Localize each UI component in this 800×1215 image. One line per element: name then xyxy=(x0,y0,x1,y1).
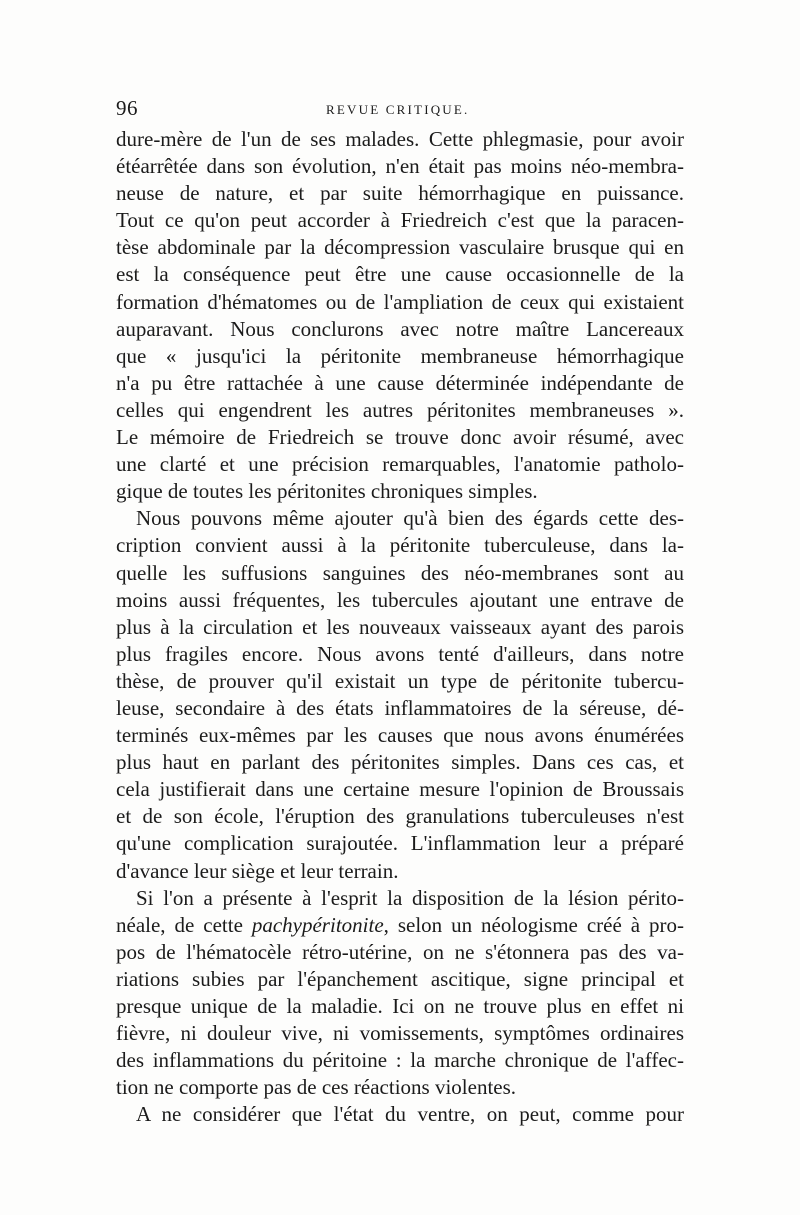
text-line: que « jusqu'ici la péritonite membraneuse hémorrhagique xyxy=(116,343,684,368)
text-line: d'avance leur siège et leur terrain. xyxy=(116,858,399,883)
text-line: auparavant. Nous conclurons avec notre maître Lancereaux xyxy=(116,316,684,341)
text-line: fièvre, ni douleur vive, ni vomissements, symptômes ordinaires xyxy=(116,1021,684,1046)
paragraph-2 xyxy=(116,505,684,884)
page-number: 96 xyxy=(116,96,138,120)
text-line: riations subies par l'épanchement ascitique, signe principal et xyxy=(116,966,684,991)
text-line: tion ne comporte pas de ces réactions violentes. xyxy=(116,1075,517,1100)
text-line: formation d'hématomes ou de l'ampliation de ceux qui existaient xyxy=(116,289,684,314)
text-line: cela justifierait dans une certaine mesure l'opinion de Broussais xyxy=(116,777,684,802)
text-line: gique de toutes les péritonites chroniques simples. xyxy=(116,479,538,504)
text-line-with-italic xyxy=(116,912,684,939)
text-line: plus à la circulation et les nouveaux vaisseaux ayant des parois xyxy=(116,614,684,639)
text-segment: , selon un néologisme créé à pro- xyxy=(383,912,684,937)
text-line: A ne considérer que l'état du ventre, on peut, comme pour xyxy=(136,1102,684,1127)
paragraph-4 xyxy=(116,1101,684,1128)
page-body xyxy=(116,126,684,1128)
text-line: plus fragiles encore. Nous avons tenté d'ailleurs, dans notre xyxy=(116,641,684,666)
text-line: dure-mère de l'un de ses malades. Cette phlegmasie, pour avoir xyxy=(116,127,684,151)
paragraph-3 xyxy=(116,885,684,1102)
text-line: Nous pouvons même ajouter qu'à bien des égards cette des- xyxy=(136,506,684,531)
text-line: thèse, de prouver qu'il existait un type de péritonite tubercu- xyxy=(116,668,684,693)
text-line: une clarté et une précision remarquables, l'anatomie patholo- xyxy=(116,452,684,477)
text-segment: néale, de cette xyxy=(116,912,252,937)
text-line: qu'une complication surajoutée. L'inflammation leur a préparé xyxy=(116,831,684,856)
text-line: tèse abdominale par la décompression vasculaire brusque qui en xyxy=(116,235,684,260)
paragraph-1 xyxy=(116,126,684,505)
text-line: presque unique de la maladie. Ici on ne trouve plus en effet ni xyxy=(116,994,684,1018)
text-line: des inflammations du péritoine : la marche chronique de l'affec- xyxy=(116,1048,684,1073)
text-line: moins aussi fréquentes, les tubercules ajoutant une entrave de xyxy=(116,587,684,612)
page-header xyxy=(116,96,686,124)
text-line: et de son école, l'éruption des granulations tuberculeuses n'est xyxy=(116,804,684,829)
text-line: n'a pu être rattachée à une cause déterminée indépendante de xyxy=(116,370,684,395)
italic-term: pachypéritonite xyxy=(251,912,384,937)
text-line: Tout ce qu'on peut accorder à Friedreich c'est que la paracen- xyxy=(116,208,684,233)
text-line: pos de l'hématocèle rétro-utérine, on ne s'étonnera pas des va- xyxy=(116,939,684,964)
text-line: étéarrêtée dans son évolution, n'en était pas moins néo-membra- xyxy=(116,154,684,179)
text-line: Si l'on a présente à l'esprit la disposition de la lésion périto- xyxy=(136,885,684,910)
text-line: cription convient aussi à la péritonite tuberculeuse, dans la- xyxy=(116,533,684,558)
text-line: terminés eux-mêmes par les causes que nous avons énumérées xyxy=(116,723,684,748)
text-line: plus haut en parlant des péritonites simples. Dans ces cas, et xyxy=(116,750,684,775)
text-line: neuse de nature, et par suite hémorrhagique en puissance. xyxy=(116,181,684,206)
text-line: leuse, secondaire à des états inflammatoires de la séreuse, dé- xyxy=(116,695,684,720)
text-line: Le mémoire de Friedreich se trouve donc avoir résumé, avec xyxy=(116,425,684,450)
text-line: quelle les suffusions sanguines des néo-membranes sont au xyxy=(116,560,684,585)
text-line: celles qui engendrent les autres péritonites membraneuses ». xyxy=(116,397,684,422)
text-line: est la conséquence peut être une cause occasionnelle de la xyxy=(116,262,684,287)
running-title: REVUE CRITIQUE. xyxy=(326,102,470,117)
